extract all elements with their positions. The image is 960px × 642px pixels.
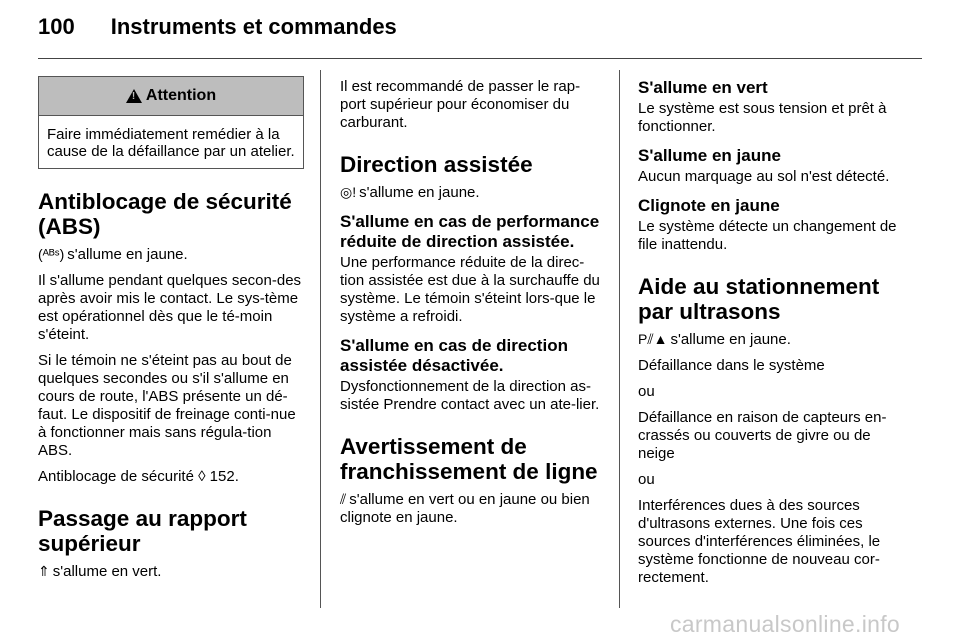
- upshift-paragraph-1: Il est recommandé de passer le rap-port supérieur pour économiser du carburant.: [340, 78, 581, 131]
- parking-lead: P⫽▲ s'allume en jaune.: [638, 331, 791, 348]
- column-divider-1: [320, 70, 321, 608]
- upshift-arrow-icon: ⇑: [38, 563, 50, 579]
- lane-heading: Avertissement de franchissement de ligne: [340, 434, 598, 484]
- parking-paragraph-2: Défaillance en raison de capteurs en-crassés ou couverts de givre ou de neige: [638, 409, 887, 462]
- steering-paragraph-1: Une performance réduite de la direc-tion assistée est due à la surchauffe du système. Le témoin s'éteint lors-que le système a refroidi.: [340, 254, 600, 325]
- steering-heading: Direction assistée: [340, 152, 533, 177]
- abs-reference: Antiblocage de sécurité ◊ 152.: [38, 468, 239, 485]
- abs-lead: (ᴬᴮˢ) s'allume en jaune.: [38, 246, 188, 263]
- parking-paragraph-1: Défaillance dans le système: [638, 357, 825, 374]
- steering-paragraph-2: Dysfonctionnement de la direction as-sistée Prendre contact avec un ate-lier.: [340, 378, 600, 413]
- header-divider: [38, 58, 922, 59]
- parking-paragraph-3: Interférences dues à des sources d'ultrasons externes. Une fois ces sources d'interférences éliminées, le système fonctionne de nouveau cor-rectement.: [638, 497, 881, 586]
- warning-title: Attention: [145, 87, 217, 104]
- lane-subheading-3: Clignote en jaune: [638, 196, 780, 215]
- steering-subheading-2: S'allume en cas de direction assistée désactivée.: [340, 336, 568, 375]
- page-header: [38, 14, 397, 40]
- column-divider-2: [619, 70, 620, 608]
- parking-or-1: ou: [638, 383, 655, 400]
- steering-warning-icon: ◎!: [340, 184, 357, 200]
- warning-triangle-icon: [126, 89, 142, 103]
- parking-sensor-icon: P⫽▲: [638, 331, 668, 347]
- lane-subheading-1: S'allume en vert: [638, 78, 768, 97]
- abs-paragraph-1: Il s'allume pendant quelques secon-des après avoir mis le contact. Le sys-tème est opérationnel dès que le té-moin s'éteint.: [38, 272, 302, 343]
- lane-subheading-2: S'allume en jaune: [638, 146, 781, 165]
- lane-paragraph-3: Le système détecte un changement de file inattendu.: [638, 218, 897, 253]
- upshift-heading: Passage au rapport supérieur: [38, 506, 247, 556]
- lane-paragraph-2: Aucun marquage au sol n'est détecté.: [638, 168, 890, 185]
- lane-paragraph-1: Le système est sous tension et prêt à fonctionner.: [638, 100, 887, 135]
- parking-or-2: ou: [638, 471, 655, 488]
- abs-paragraph-2: Si le témoin ne s'éteint pas au bout de quelques secondes ou s'il s'allume en cours de route, l'ABS présente un dé-faut. Le dispositif de freinage conti-nue à fonctionner mais sans régula-tion ABS.: [38, 352, 296, 459]
- steering-lead: ◎! s'allume en jaune.: [340, 184, 480, 201]
- page-title: Instruments et commandes: [110, 14, 397, 39]
- abs-icon: (ᴬᴮˢ): [38, 246, 65, 262]
- lane-lead: ⫽ s'allume en vert ou en jaune ou bien clignote en jaune.: [340, 491, 590, 526]
- column-2: [340, 78, 604, 535]
- steering-subheading-1: S'allume en cas de performance réduite de direction assistée.: [340, 212, 600, 251]
- upshift-lead: ⇑ s'allume en vert.: [38, 563, 162, 580]
- abs-heading: Antiblocage de sécurité (ABS): [38, 189, 292, 239]
- column-1: [38, 68, 304, 589]
- parking-heading: Aide au stationnement par ultrasons: [638, 274, 880, 324]
- warning-text: Faire immédiatement remédier à la cause de la défaillance par un atelier.: [47, 126, 295, 160]
- column-3: [638, 78, 908, 595]
- warning-header: [39, 77, 303, 116]
- lane-departure-icon: ⫽: [340, 491, 347, 507]
- watermark: carmanualsonline.info: [669, 611, 900, 637]
- page-number: 100: [38, 14, 75, 39]
- warning-box: [38, 76, 304, 169]
